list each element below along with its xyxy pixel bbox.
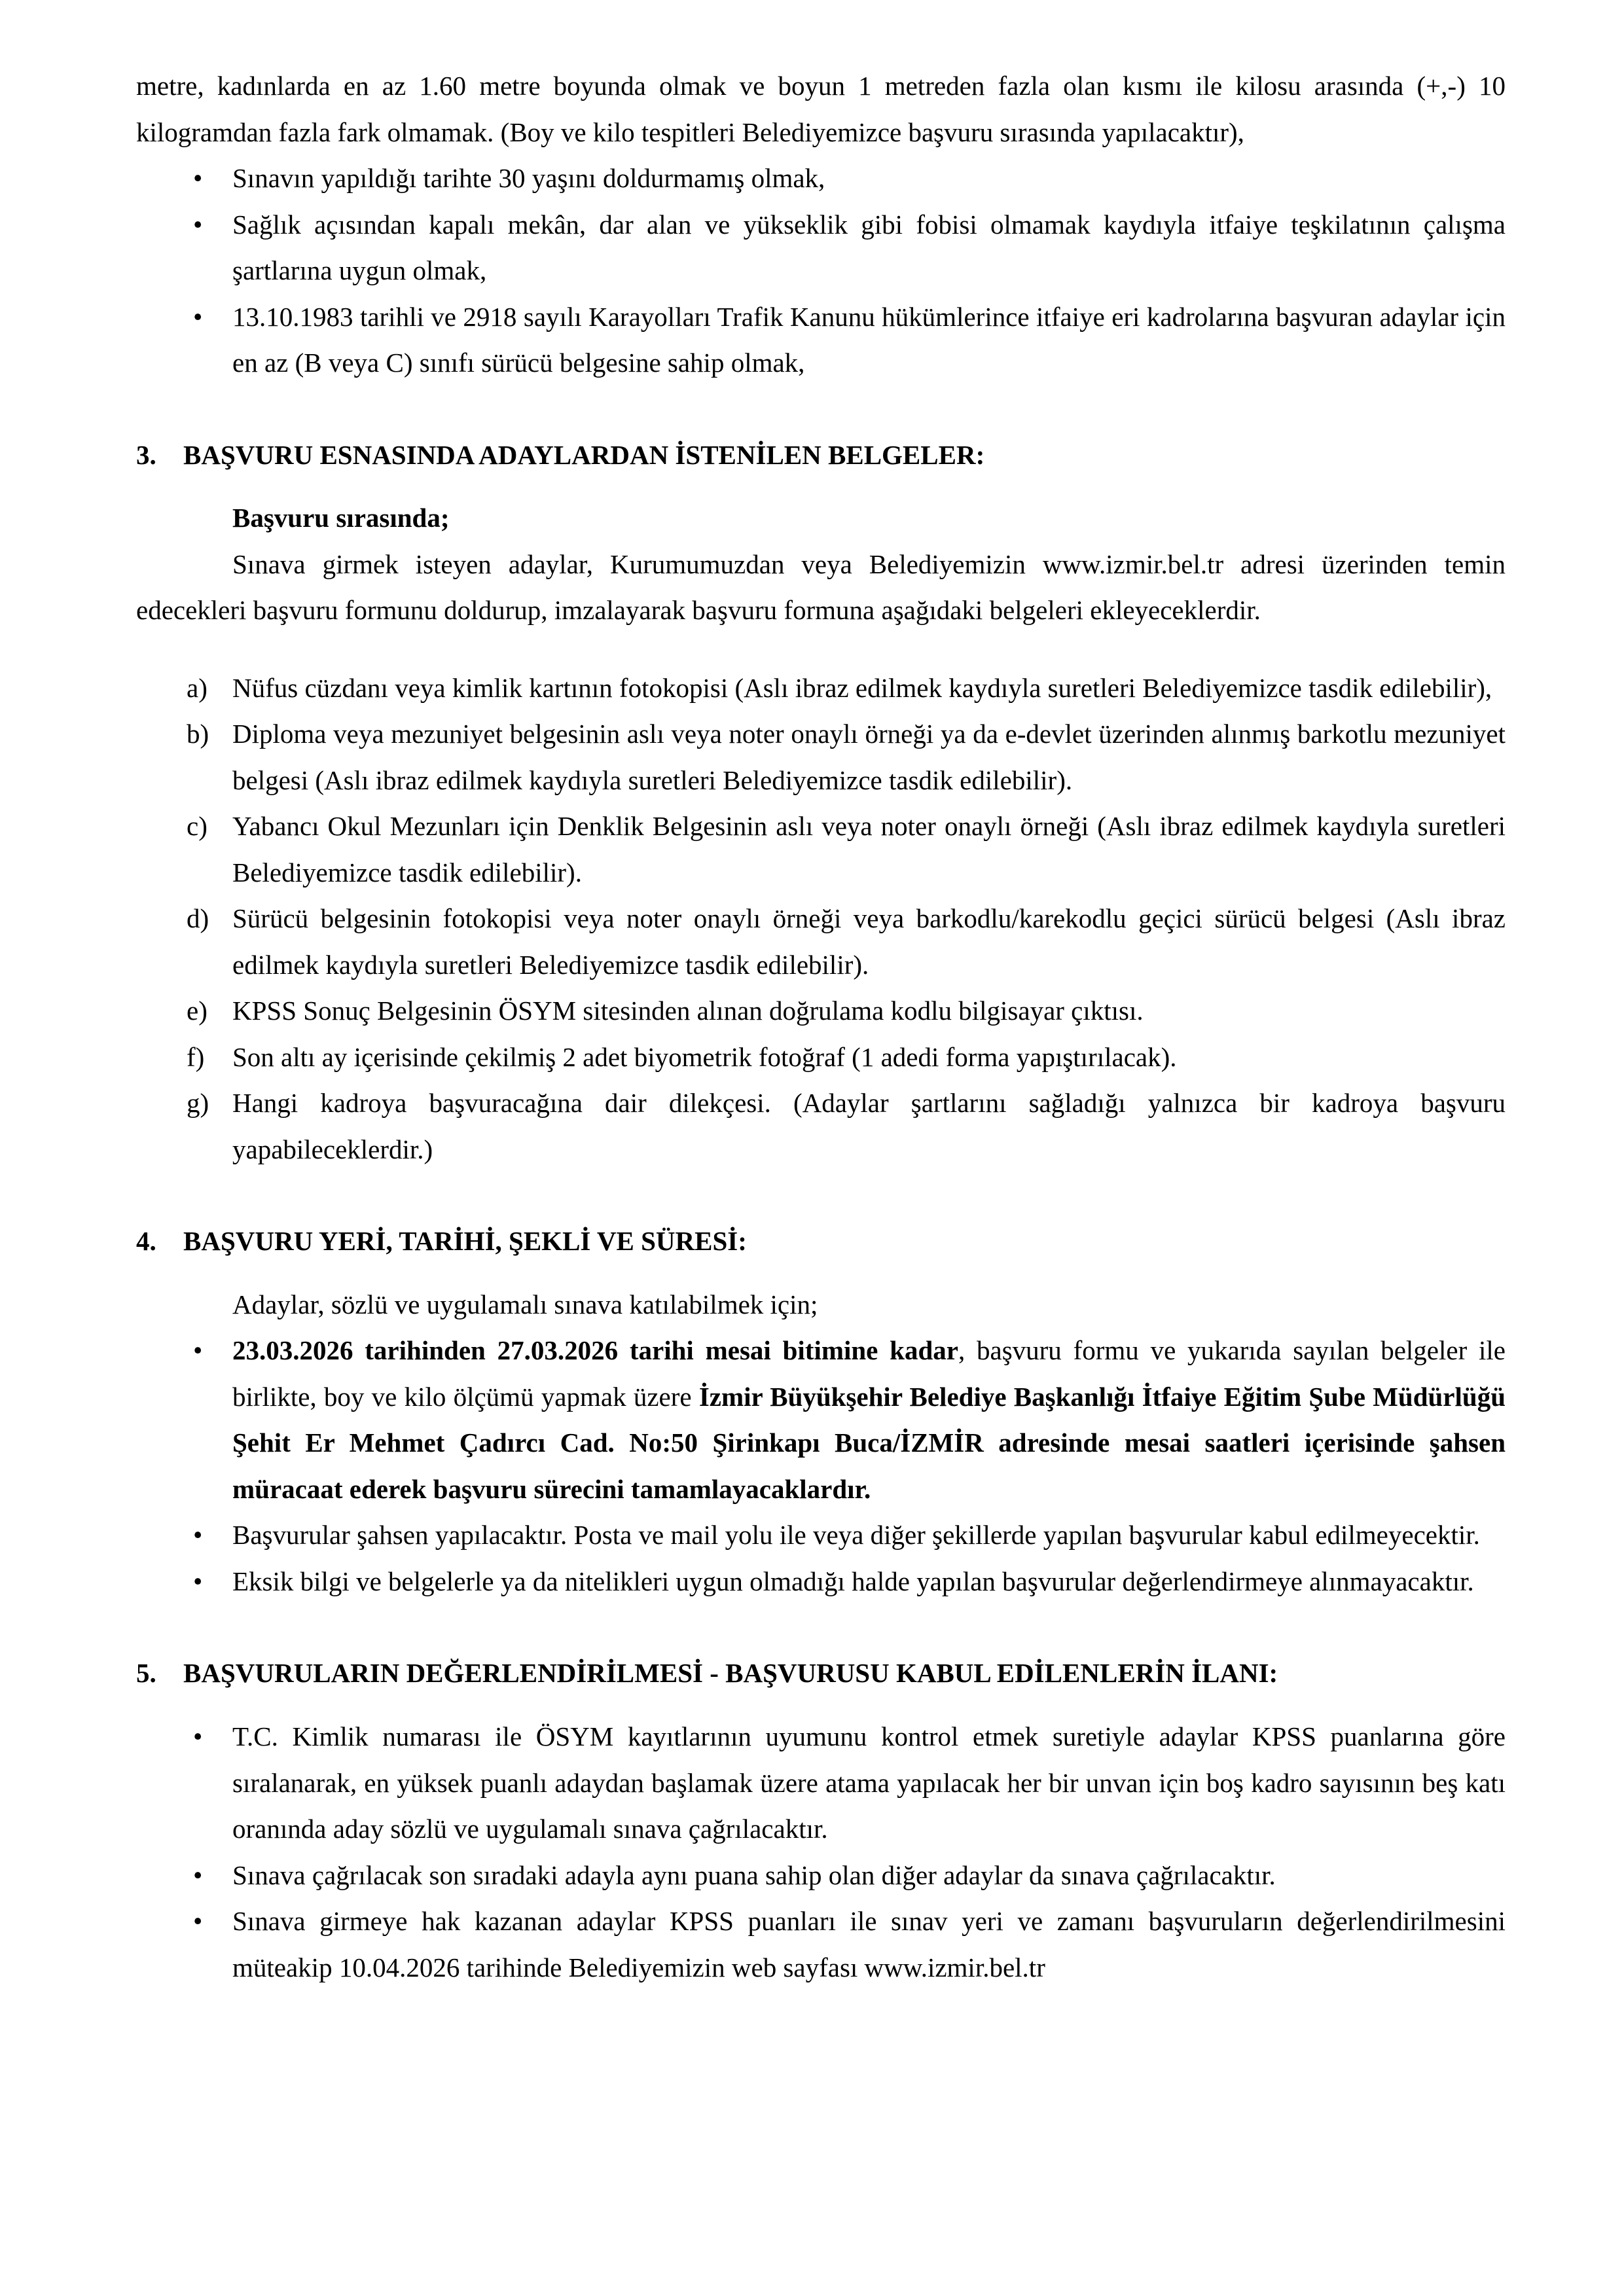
bullet-text: Sağlık açısından kapalı mekân, dar alan ve yükseklik gibi fobisi olmamak kaydıyla itfaiye teşkilatının çalışma şartlarına uygun olmak, [232,209,1506,286]
section-3-subheading: Başvuru sırasında; [232,503,450,533]
list-item [136,155,1506,202]
bullet-text: Eksik bilgi ve belgelerle ya da nitelikleri uygun olmadığı halde yapılan başvurular değerlendirmeye alınmayacaktır. [232,1566,1474,1596]
list-marker: e) [187,996,208,1026]
list-item [136,1080,1506,1172]
section-3-number: 3. [136,439,156,470]
bullet-text: T.C. Kimlik numarası ile ÖSYM kayıtlarının uyumunu kontrol etmek suretiyle adaylar KPSS puanlarına göre sıralanarak, en yüksek puanlı adaydan başlamak üzere atama yapılacak her bir unvan için boş kadro sayısının beş katı oranında aday sözlü ve uygulamalı sınava çağrılacaktır. [232,1721,1506,1844]
bullet-text: Sınava çağrılacak son sıradaki adayla aynı puana sahip olan diğer adaylar da sınava çağrılacaktır. [232,1859,1276,1890]
list-item [136,665,1506,711]
bullet-text: Başvurular şahsen yapılacaktır. Posta ve mail yolu ile veya diğer şekillerde yapılan başvurular kabul edilmeyecektir. [232,1520,1480,1551]
list-marker: g) [187,1088,209,1119]
section-4-number: 4. [136,1226,156,1257]
section-5-bullet-list [136,1713,1506,1990]
list-marker: f) [187,1041,205,1072]
list-item [136,988,1506,1034]
list-item-text: Nüfus cüzdanı veya kimlik kartının fotokopisi (Aslı ibraz edilmek kaydıyla suretleri Belediyemizce tasdik edilebilir), [232,672,1492,703]
list-item-text: Diploma veya mezuniyet belgesinin aslı veya noter onaylı örneği ya da e-devlet üzerinden alınmış barkotlu mezuniyet belgesi (Aslı ibraz edilmek kaydıyla suretleri Belediyemizce tasdik edilebilir). [232,719,1506,795]
list-item [136,294,1506,386]
list-item [136,1898,1506,1990]
list-item-text: KPSS Sonuç Belgesinin ÖSYM sitesinden alınan doğrulama kodlu bilgisayar çıktısı. [232,996,1144,1026]
document-body [136,63,1506,1990]
section-4-intro: Adaylar, sözlü ve uygulamalı sınava katılabilmek için; [232,1289,818,1319]
bullet-text-mid: , başvuru formu ve yukarıda sayılan belgeler ile birlikte, boy ve kilo ölçümü yapmak üzere [232,1335,1506,1412]
section-5-title: BAŞVURULARIN DEĞERLENDİRİLMESİ - BAŞVURUSU KABUL EDİLENLERİN İLANI: [183,1658,1278,1689]
section-3-intro-line2: temin edecekleri başvuru formunu doldurup, imzalayarak başvuru formuna aşağıdaki belgeleri ekleyeceklerdir. [136,548,1506,626]
section-4-heading [136,1218,1506,1265]
bullet-text: Sınavın yapıldığı tarihte 30 yaşını doldurmamış olmak, [232,163,825,194]
list-item [136,711,1506,803]
required-documents-list [136,665,1506,1173]
section-3-heading [136,432,1506,478]
section-3-intro-line1: Sınava girmek isteyen adaylar, Kurumumuzdan veya Belediyemizin www.izmir.bel.tr adresi üzerinden [232,548,1428,579]
spacer [136,1265,1506,1282]
section-4-bullet-list [136,1327,1506,1604]
bullet-text: Sınava girmeye hak kazanan adaylar KPSS puanları ile sınav yeri ve zamanı başvuruların değerlendirilmesini müteakip 10.04.2026 tarihinde Belediyemizin web sayfası www.izmir.bel.tr [232,1906,1506,1982]
top-bullet-list [136,155,1506,386]
bullet-text: 13.10.1983 tarihli ve 2918 sayılı Karayolları Trafik Kanunu hükümlerince itfaiye eri kadrolarına başvuran adaylar için en az (B veya C) sınıfı sürücü belgesine sahip olmak, [232,301,1506,378]
list-item-text: Sürücü belgesinin fotokopisi veya noter onaylı örneği veya barkodlu/karekodlu geçici sürücü belgesi (Aslı ibraz edilmek kaydıyla suretleri Belediyemizce tasdik edilebilir). [232,903,1506,980]
list-marker: c) [187,811,208,842]
list-item [136,1713,1506,1852]
top-continuation-paragraph: metre, kadınlarda en az 1.60 metre boyunda olmak ve boyun 1 metreden fazla olan kısmı ile kilosu arasında (+,-) 10 kilogramdan fazla fark olmamak. (Boy ve kilo tespitleri Belediyemizce başvuru sırasında yapılacaktır), [136,71,1506,147]
list-item [136,1512,1506,1558]
list-item [136,1327,1506,1512]
section-5-number: 5. [136,1658,156,1689]
list-item-text: Yabancı Okul Mezunları için Denklik Belgesinin aslı veya noter onaylı örneği (Aslı ibraz edilmek kaydıyla suretleri Belediyemizce tasdik edilebilir). [232,811,1506,888]
list-item [136,1034,1506,1081]
list-marker: d) [187,903,209,934]
application-dates: 23.03.2026 tarihinden 27.03.2026 tarihi mesai bitimine kadar [232,1335,958,1366]
spacer [136,634,1506,665]
spacer [136,478,1506,495]
list-item-text: Hangi kadroya başvuracağına dair dilekçesi. (Adaylar şartlarını sağladığı yalnızca bir kadroya başvuru yapabileceklerdir.) [232,1088,1506,1164]
section-3-intro [136,541,1506,634]
list-item [136,1558,1506,1605]
list-item [136,895,1506,988]
spacer [136,386,1506,432]
application-address: İzmir Büyükşehir Belediye Başkanlığı İtfaiye Eğitim Şube Müdürlüğü Şehit Er Mehmet Çadırcı Cad. No:50 Şirinkapı Buca/İZMİR adresinde mesai saatleri içerisinde şahsen müracaat ederek başvuru sürecini tamamlayacaklardır. [232,1381,1506,1504]
list-item-text: Son altı ay içerisinde çekilmiş 2 adet biyometrik fotoğraf (1 adedi forma yapıştırılacak). [232,1041,1177,1072]
section-4-title: BAŞVURU YERİ, TARİHİ, ŞEKLİ VE SÜRESİ: [183,1226,747,1257]
spacer [136,1696,1506,1713]
list-item [136,202,1506,294]
list-item [136,803,1506,895]
list-marker: a) [187,672,208,703]
list-item [136,1852,1506,1899]
spacer [136,1172,1506,1218]
section-3-title: BAŞVURU ESNASINDA ADAYLARDAN İSTENİLEN BELGELER: [183,439,985,470]
spacer [136,1604,1506,1650]
list-marker: b) [187,719,209,749]
section-5-heading [136,1650,1506,1696]
